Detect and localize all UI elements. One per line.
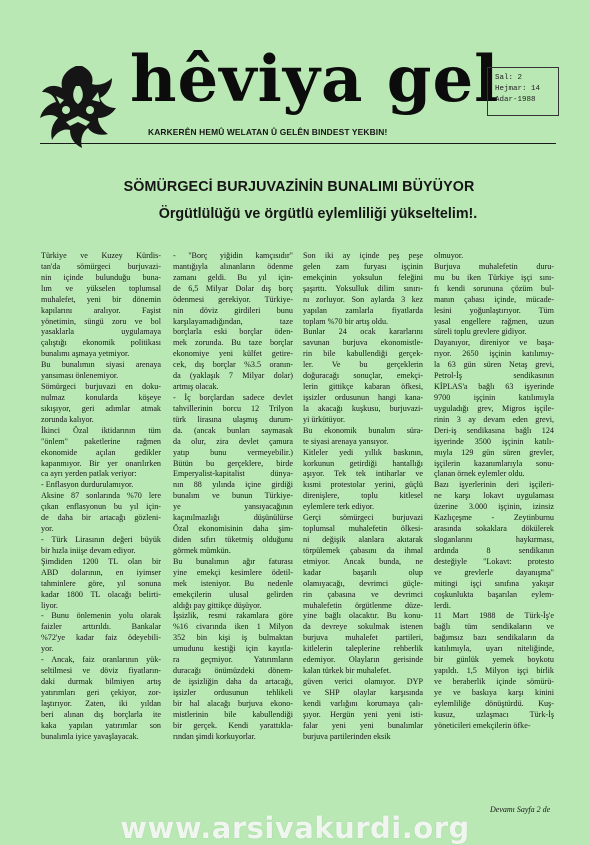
article-line: ve SHP olaylar karşısında: [303, 687, 423, 697]
article-line: bunalım ve bunun Türkiye-: [173, 491, 293, 501]
article-line: la 63 gün süren Netaş grevi,: [434, 360, 554, 370]
article-line: bir günlük yemek boykotu: [434, 655, 554, 665]
article-line: ardında 8 sendikanın: [434, 545, 554, 555]
article-line: Bu bunalımın ağır faturası: [173, 556, 293, 566]
article-line: korkunun getirdiği hantallığı: [303, 458, 423, 468]
article-line: muhalefetin örgütlenme düze-: [303, 600, 423, 610]
article-line: Aksine 87 sonlarında %70 lere: [41, 491, 161, 501]
article-line: da (yaklaşık 7 Milyar dolar): [173, 371, 293, 381]
article-line: nın 88 yılında içine girdiği: [173, 480, 293, 490]
continued-note: Devamı Sayfa 2 de: [490, 805, 551, 814]
article-line: uyguladığı grev, Migros işçile-: [434, 403, 554, 413]
article-line: beri alınan dış borçlarla ite: [41, 709, 161, 719]
article-line: falar yeni yeni bunalımlar: [303, 720, 423, 730]
article-line: mu bu iken Türkiye işçi sını-: [434, 272, 554, 282]
article-line: "önlem" paketlerine rağmen: [41, 436, 161, 446]
article-line: Son iki ay içinde peş peşe: [303, 251, 423, 260]
article-line: mantığıyla alınanların ödenme: [173, 261, 293, 271]
archive-watermark: www.arsivakurdi.org: [120, 811, 470, 845]
issue-date: Adar-1988: [495, 96, 536, 104]
article-line: Kitleler yedi yıllık baskının,: [303, 447, 423, 457]
article-line: İkinci Özal iktidarının tüm: [41, 425, 161, 435]
article-line: ye ve baskıya karşı kinini: [434, 687, 554, 697]
article-line: duracağı önümüzdeki dönem-: [173, 666, 293, 676]
masthead-logo-emblem: [36, 62, 120, 152]
article-line: manın çabası içinde, mücade-: [434, 294, 554, 304]
article-line: törpülemek çabasını da ihmal: [303, 545, 423, 555]
issue-info-box: [487, 67, 559, 116]
article-line: toplam %70 bir artış oldu.: [303, 316, 389, 326]
article-line: mıyla 129 gün süren grevler,: [434, 447, 554, 457]
article-line: zamanı geldi. Bu yıl için-: [173, 272, 293, 282]
article-line: ekonomiye yeni külfet getire-: [173, 349, 293, 359]
article-line: desteğiyle "Lokavt: protesto: [434, 556, 554, 566]
article-line: bir hal alacağı burjuva ekono-: [173, 698, 293, 708]
article-line: da. (ancak bunları saymasak: [173, 425, 293, 435]
article-column-1: [41, 251, 161, 742]
article-line: de işsizliğin daha da artacağı,: [173, 676, 293, 686]
article-line: ni değişik alanlara akıtarak: [303, 534, 423, 544]
article-line: Sömürgeci burjuvazi en doku-: [41, 382, 161, 392]
article-line: tan'da sömürgeci burjuvazi-: [41, 261, 161, 271]
article-line: eylemliliğe dönüştürdü. Kuş-: [434, 698, 554, 708]
article-line: türk lirasına ulaşmış durum-: [173, 414, 293, 424]
article-line: Türkiye ve Kuzey Kürdis-: [41, 251, 161, 260]
article-line: da devreye sokulmak istenen: [303, 622, 423, 632]
article-line: ne karşı lokavt uygulaması: [434, 491, 554, 501]
article-line: direnişlere, toplu kitlesel: [303, 491, 423, 501]
article-line: işsizler ordusunun hangi kana-: [303, 392, 423, 402]
article-line: yatıp bunu vermeyebilir.): [173, 447, 293, 457]
article-line: katılımıyla, uyarı niteliğinde,: [434, 644, 554, 654]
article-line: mek zorunda. Bu taze borçlar: [173, 338, 293, 348]
article-line: olamıyacağı, devrimci güçle-: [303, 578, 423, 588]
article-line: Bütün bu gerçeklere, birde: [173, 458, 293, 468]
article-line: laştırıyor. Zaten, iki yıldan: [41, 698, 161, 708]
article-line: çıkan enflasyonun bu yıl için-: [41, 502, 161, 512]
article-line: görmek mümkün.: [173, 545, 231, 555]
article-line: üzerine 3.000 işçinin, izinsiz: [434, 502, 554, 512]
article-line: daki durmak bilmiyen artış: [41, 676, 161, 686]
article-line: - Türk Lirasının değeri büyük: [41, 534, 161, 544]
article-line: Bu ekonomik bunalım süra-: [303, 425, 423, 435]
article-line: kadar başarılı olup: [303, 567, 423, 577]
article-line: tahvillerinin borcu 12 Trilyon: [173, 403, 293, 413]
article-line: ve beraberlik içinde sömürü-: [434, 676, 554, 686]
article-line: savunan burjuva ekonomistle-: [303, 338, 423, 348]
article-headline: SÖMÜRGECİ BURJUVAZİNİN BUNALIMI BÜYÜYOR: [123, 179, 475, 195]
article-line: kadar 1800 TL olacağı belirti-: [41, 589, 161, 599]
article-line: yine emekçi kesimlere ödetil-: [173, 567, 293, 577]
article-line: Emperyalist-kapitalist dünya-: [173, 469, 293, 479]
article-line: lerin gittikçe kabaran öfkesi,: [303, 382, 423, 392]
article-line: Dayanıyor, direniyor ve başa-: [434, 338, 554, 348]
article-line: ler. Ve bu gerçeklerin: [303, 360, 423, 370]
article-line: güven verici olamıyor. DYP: [303, 676, 423, 686]
article-line: faizler arttırıldı. Bankalar: [41, 622, 161, 632]
article-line: fı kendi sorununa çözüm bul-: [434, 283, 554, 293]
masthead-title: hêviya gel: [130, 42, 500, 117]
article-line: Bazı işyerlerinin deri işçileri-: [434, 480, 554, 490]
article-line: işçilerin kazanımlarıyla sonu-: [434, 458, 554, 468]
article-line: - Ancak, faiz oranlarının yük-: [41, 655, 161, 665]
article-line: çalıştığı ekonomik politikası: [41, 338, 161, 348]
article-line: edemiyor. Olayların gerisinde: [303, 655, 423, 665]
article-line: burjuva muhalefet partileri,: [303, 633, 423, 643]
article-line: ve grevlerle dayanışma": [434, 567, 554, 577]
article-line: kapılarını aralıyor. Faşist: [41, 305, 161, 315]
article-line: %72'ye kadar faiz ödeyebili-: [41, 633, 161, 643]
article-line: sıkışıyor, geri adımlar atmak: [41, 403, 161, 413]
article-line: rin bile kabullendiği gerçek-: [303, 349, 423, 359]
article-line: la akacağı kuşkusu, burjuvazi-: [303, 403, 423, 413]
article-line: umudunu kestiği için kayıtla-: [173, 644, 293, 654]
article-line: coşkunlukta başarılan eylem-: [434, 589, 554, 599]
article-line: rin çabasına ve devrimci: [303, 589, 423, 599]
article-line: lerdi.: [434, 600, 451, 610]
article-line: aldığı pay gittikçe düşüyor.: [173, 600, 262, 610]
article-line: yapılan zamlarla fiyatlarda: [303, 305, 423, 315]
issue-year: Sal: 2: [495, 74, 523, 82]
article-line: kitlelerin taleplerine rehberlik: [303, 644, 423, 654]
article-line: aşıyor. Tek tek intiharlar ve: [303, 469, 423, 479]
article-line: burjuva partilerinden eksik: [303, 731, 391, 741]
article-line: 9700 işçinin katılımıyla: [434, 392, 554, 402]
article-line: muhalefet, yeni bir dönemin: [41, 294, 161, 304]
article-line: - "Borç yiğidin kamçısıdır": [173, 251, 293, 260]
article-line: gelen zam furyası işçinin: [303, 261, 423, 271]
article-line: işyerinde 3500 işçinin katılı-: [434, 436, 554, 446]
article-column-4: [434, 251, 554, 732]
article-line: etmiyor. Ancak bunda, ne: [303, 556, 423, 566]
article-column-2: [173, 251, 293, 742]
article-line: Özal ekonomisinin daha şim-: [173, 524, 293, 534]
article-line: Bunlar 24 ocak kararlarını: [303, 327, 423, 337]
article-line: yasal engellere rağmen, uzun: [434, 316, 554, 326]
issue-number: Hejmar: 14: [495, 85, 541, 93]
article-line: rıyor. 2650 işçinin katılımıy-: [434, 349, 554, 359]
article-line: bağımsız bazı sendikaların da: [434, 633, 554, 643]
article-line: çlanan örnek eylemler oldu.: [434, 469, 525, 479]
article-line: te siyasi arenaya yansıyor.: [303, 436, 389, 446]
article-line: Şimdiden 1200 TL olan bir: [41, 556, 161, 566]
article-line: ra geçmiyor. Yatırımların: [173, 655, 293, 665]
article-line: - İç borçlardan sadece devlet: [173, 392, 293, 402]
article-line: yönetimin, süngü zoru ve bol: [41, 316, 161, 326]
article-line: kalan türkek bir muhalefet.: [303, 666, 391, 676]
article-line: nin içinde bulunduğu buna-: [41, 272, 161, 282]
article-line: 11 Mart 1988 de Türk-İş'e: [434, 611, 554, 621]
article-line: emekçinin yoksulun feleğini: [303, 272, 423, 282]
article-line: - Bunu önlemenin yolu olarak: [41, 611, 161, 621]
article-line: cek, dış borçlar %3.5 oranın-: [173, 360, 293, 370]
article-line: yasaklarla uygulamaya: [41, 327, 161, 337]
article-line: borçlarla eski borçlar öden-: [173, 327, 293, 337]
article-line: de 6,5 Milyar Dolar dış borç: [173, 283, 293, 293]
masthead-slogan: KARKERÊN HEMÛ WELATAN Û GELÊN BINDEST YEKBIN!: [148, 127, 388, 137]
article-line: Bu bunalımın siyasi arenaya: [41, 360, 161, 370]
article-line: bir hızla iniişe devam ediyor.: [41, 545, 136, 555]
article-line: kaka yapılan yatırımlar son: [41, 720, 161, 730]
article-line: yapıldı. 1,5 Milyon işçi birlik: [434, 666, 554, 676]
article-line: mek isteniyor. Bu nedenle: [173, 578, 293, 588]
article-line: mistlerinin bile kabullendiği: [173, 709, 293, 719]
article-line: sloganlarını haykırması,: [434, 534, 554, 544]
article-subheadline: Örgütlülüğü ve örgütlü eylemliliği yükseltelim!.: [158, 206, 478, 222]
article-line: doğuracağı sonuçlar, emekçi-: [303, 371, 423, 381]
article-line: şaşırttı. Yoksulluk dilim sınırı-: [303, 283, 423, 293]
article-line: ödenmesi gerekiyor. Türkiye-: [173, 294, 293, 304]
article-line: bunalımla iyice yavaşlayacak.: [41, 731, 139, 741]
article-line: toplumsal muhalefetin ölkesi-: [303, 524, 423, 534]
article-line: KİPLAS'a bağlı 63 işyerinde: [434, 382, 554, 392]
article-line: Gerçi sömürgeci burjuvazi: [303, 513, 423, 523]
article-line: karşılayamadığından, taze: [173, 316, 293, 326]
article-line: zorunda kalıyor.: [41, 414, 94, 424]
article-line: artmış olacak.: [173, 382, 219, 392]
article-line: mitingi işçi sınıfına yakışır: [434, 578, 554, 588]
article-line: %16 civarında iken 1 Milyon: [173, 622, 293, 632]
article-line: bir gerçek. Kendi yarattıkla-: [173, 720, 293, 730]
article-column-3: [303, 251, 423, 742]
article-line: rinin 3 ay devam eden grevi,: [434, 414, 554, 424]
article-line: Deri-iş sendikasına bağlı 124: [434, 425, 554, 435]
article-line: yor.: [41, 524, 54, 534]
article-line: emekçilerin ulusal gelirden: [173, 589, 293, 599]
article-line: eylemlere terk ediyor.: [303, 502, 375, 512]
article-line: - Enflasyon durdurulamıyor.: [41, 480, 134, 490]
article-line: yansıması önlenemiyor.: [41, 371, 119, 381]
article-line: bağlı tüm sendikaların ve: [434, 622, 554, 632]
article-line: ca ayrı yerden patlak veriyor:: [41, 469, 137, 479]
article-line: rından şimdi korkuyorlar.: [173, 731, 256, 741]
article-line: de daha bir artacağı gözleni-: [41, 513, 161, 523]
article-line: kendi varlığını korumaya çalı-: [303, 698, 423, 708]
masthead-divider: [40, 143, 556, 144]
article-line: ekonomide açılan gedikler: [41, 447, 161, 457]
article-line: seltilmesi ve döviz fiyatların-: [41, 666, 161, 676]
article-line: liyor.: [41, 600, 58, 610]
article-line: Petrol-İş sendikasının: [434, 371, 554, 381]
article-line: da olur, zira devlet çamura: [173, 436, 293, 446]
article-line: lım ve yükselen toplumsal: [41, 283, 161, 293]
article-line: tahminlere göre, yıl sonuna: [41, 578, 161, 588]
article-line: 352 bin kişi iş bulmaktan: [173, 633, 293, 643]
article-line: arasında sokaklara dökülerek: [434, 524, 554, 534]
article-line: kaçınılmazlığı düşünülürse: [173, 513, 293, 523]
article-line: süreli toplu grevlere gidiyor.: [434, 327, 527, 337]
article-line: nulmaz konularda köşeye: [41, 392, 161, 402]
article-line: bunalımı aşmaya yetmiyor.: [41, 349, 130, 359]
article-line: nin döviz girdileri bunu: [173, 305, 293, 315]
article-line: kısmi protestolar yerini, güçlü: [303, 480, 423, 490]
article-line: lesini yoğunlaştırıyor. Tüm: [434, 305, 554, 315]
article-line: Kazlıçeşme - Zeytinburnu: [434, 513, 554, 523]
article-line: işsizler ordusunun tehlikeli: [173, 687, 293, 697]
article-line: olmuyor.: [434, 251, 464, 260]
article-line: ABD dolarının, en iyimser: [41, 567, 161, 577]
article-line: yöneticileri emekçilerin öfke-: [434, 720, 531, 730]
article-line: yine bağlı olacaktır. Bu konu-: [303, 611, 423, 621]
article-line: kusuz, uzlaşmacı Türk-İş: [434, 709, 554, 719]
article-line: diden sıfırı tüketmiş olduğunu: [173, 534, 293, 544]
article-line: nı zorluyor. Son aylarda 3 kez: [303, 294, 423, 304]
article-line: yatırımları geri çekiyor, zor-: [41, 687, 161, 697]
article-line: şıyor. Hergün yeni yeni isti-: [303, 709, 423, 719]
article-line: yi ürkütüyor.: [303, 414, 345, 424]
article-line: yor.: [41, 644, 54, 654]
article-line: Burjuva muhalefetin duru-: [434, 261, 554, 271]
article-line: İşsizlik, resmi rakamlara göre: [173, 611, 293, 621]
article-line: ye yansıyacağının: [173, 502, 293, 512]
article-line: kapanmıyor. Bir yer onarılırken: [41, 458, 161, 468]
